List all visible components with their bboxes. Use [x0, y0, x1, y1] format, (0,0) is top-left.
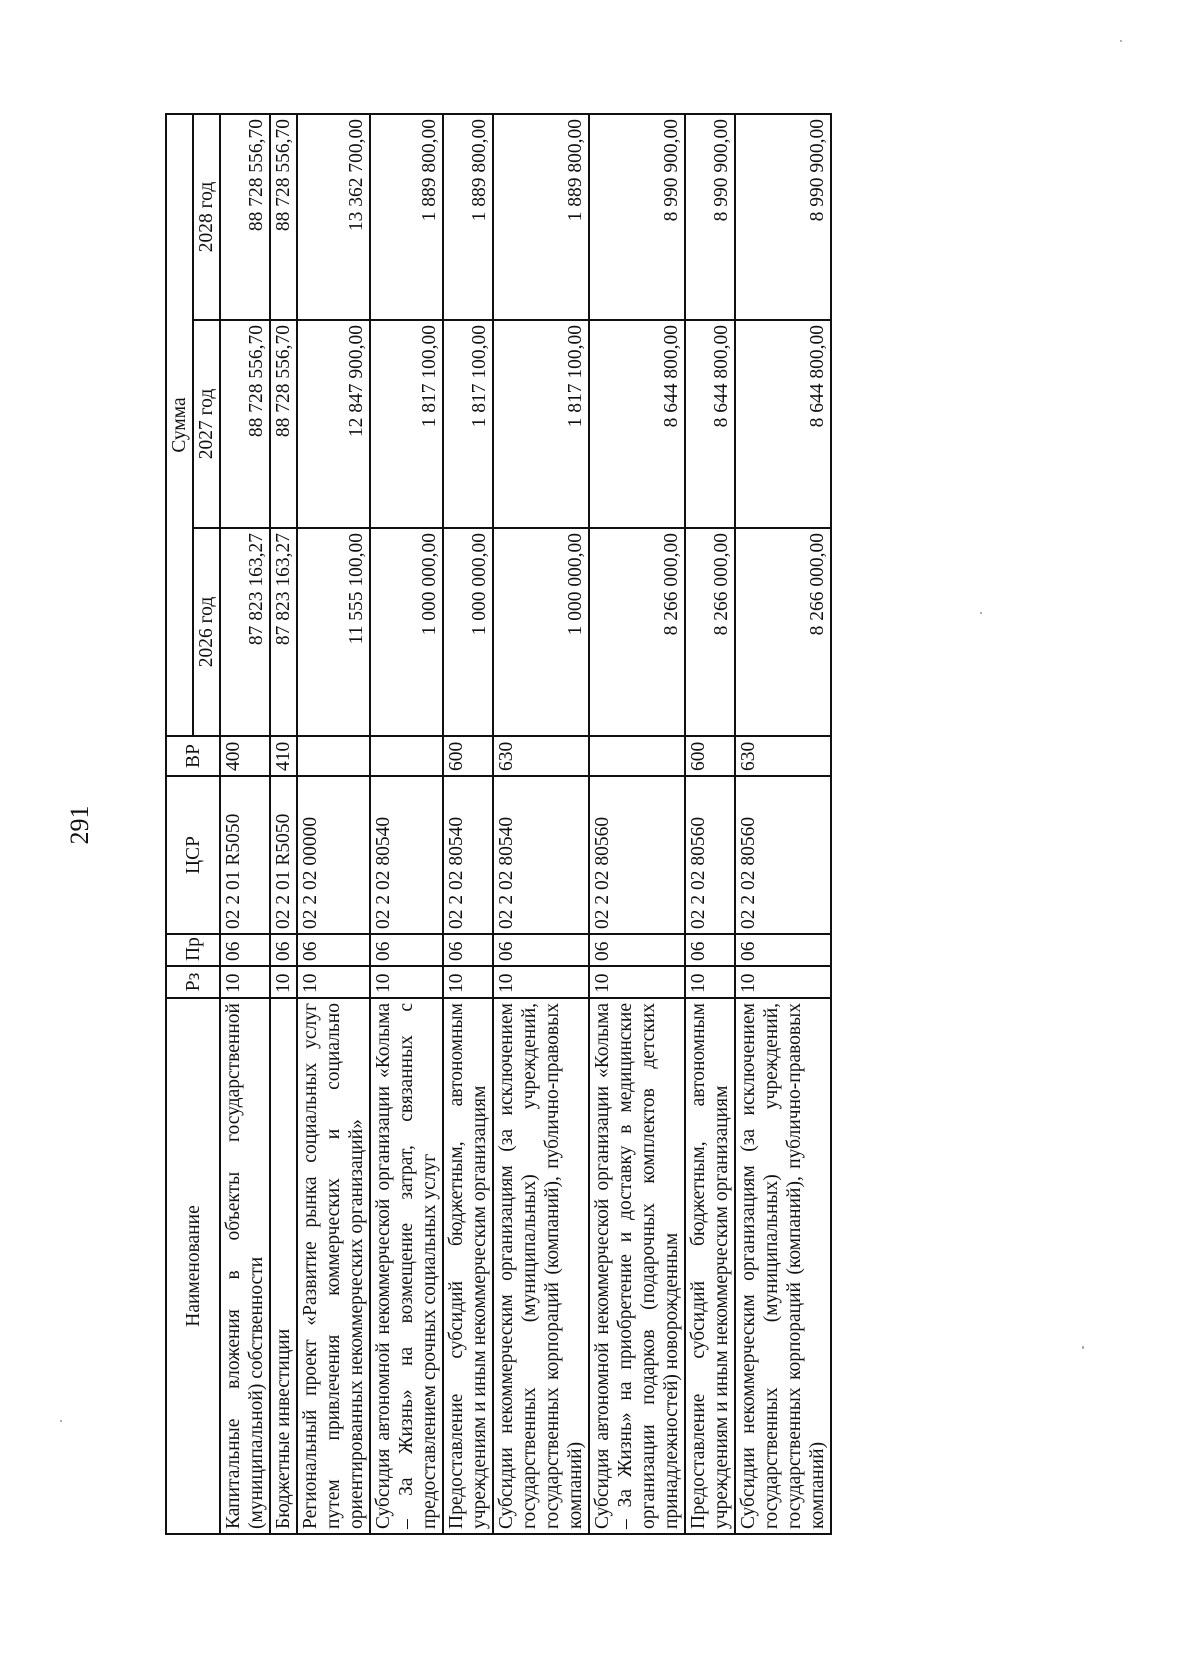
- row-pr: 06: [735, 934, 831, 966]
- row-vr: 410: [270, 736, 297, 776]
- row-csr: 02 2 02 80560: [589, 776, 685, 934]
- row-2027: 88 728 556,70: [270, 320, 297, 528]
- row-2027: 1 817 100,00: [370, 320, 443, 528]
- row-csr: 02 2 02 80540: [370, 776, 443, 934]
- row-csr: 02 2 02 80540: [443, 776, 493, 934]
- row-2026: 8 266 000,00: [735, 528, 831, 736]
- header-2028: 2028 год: [193, 114, 220, 320]
- header-csr: ЦСР: [166, 776, 220, 934]
- row-name: Субсидии некоммерческим организациям (за исключением государственных (муниципальных) учреждений, государственных корпораций (компаний), публично-правовых компаний): [493, 998, 589, 1534]
- row-2026: 1 000 000,00: [443, 528, 493, 736]
- row-2026: 87 823 163,27: [270, 528, 297, 736]
- row-2028: 1 889 800,00: [443, 114, 493, 320]
- row-2028: 8 990 900,00: [685, 114, 735, 320]
- row-pr: 06: [443, 934, 493, 966]
- row-2028: 88 728 556,70: [220, 114, 270, 320]
- scan-speck: [1120, 40, 1122, 42]
- scan-speck: [1082, 1346, 1084, 1349]
- budget-table: [165, 113, 832, 1535]
- row-2026: 1 000 000,00: [493, 528, 589, 736]
- row-name: Предоставление субсидий бюджетным, автономным учреждениям и иным некоммерческим организациям: [443, 998, 493, 1534]
- row-pr: 06: [370, 934, 443, 966]
- table-row: [297, 114, 370, 1534]
- row-name: Бюджетные инвестиции: [270, 998, 297, 1534]
- header-pr: Пр: [166, 934, 220, 966]
- row-pr: 06: [297, 934, 370, 966]
- row-rz: 10: [735, 966, 831, 998]
- row-name: Региональный проект «Развитие рынка социальных услуг путем привлечения коммерческих и социально ориентированных некоммерческих организаций»: [297, 998, 370, 1534]
- row-rz: 10: [685, 966, 735, 998]
- row-name: Субсидия автономной некоммерческой организации «Колыма – За Жизнь» на приобретение и доставку в медицинские организации подарков (подарочных комплектов детских принадлежностей) новорожденным: [589, 998, 685, 1534]
- row-2028: 1 889 800,00: [493, 114, 589, 320]
- header-sum: Сумма: [166, 114, 193, 736]
- row-2027: 1 817 100,00: [443, 320, 493, 528]
- row-pr: 06: [220, 934, 270, 966]
- row-csr: 02 2 01 R5050: [220, 776, 270, 934]
- row-csr: 02 2 02 00000: [297, 776, 370, 934]
- row-2027: 8 644 800,00: [685, 320, 735, 528]
- row-vr: 630: [735, 736, 831, 776]
- row-2026: 8 266 000,00: [685, 528, 735, 736]
- row-csr: 02 2 01 R5050: [270, 776, 297, 934]
- scan-speck: [60, 1420, 62, 1422]
- row-vr: [370, 736, 443, 776]
- row-rz: 10: [370, 966, 443, 998]
- row-2026: 11 555 100,00: [297, 528, 370, 736]
- table-header: [166, 114, 220, 1534]
- row-rz: 10: [443, 966, 493, 998]
- row-vr: 400: [220, 736, 270, 776]
- header-2026: 2026 год: [193, 528, 220, 736]
- row-name: Предоставление субсидий бюджетным, автономным учреждениям и иным некоммерческим организациям: [685, 998, 735, 1534]
- row-vr: 600: [443, 736, 493, 776]
- row-name: Капитальные вложения в объекты государственной (муниципальной) собственности: [220, 998, 270, 1534]
- scan-speck: [980, 612, 982, 614]
- table-row: [589, 114, 685, 1534]
- row-vr: [589, 736, 685, 776]
- table-row: [220, 114, 270, 1534]
- row-rz: 10: [270, 966, 297, 998]
- rotated-page: [65, 115, 935, 1535]
- row-2027: 12 847 900,00: [297, 320, 370, 528]
- row-2026: 87 823 163,27: [220, 528, 270, 736]
- table-row: [270, 114, 297, 1534]
- header-rz: Рз: [166, 966, 220, 998]
- row-2027: 88 728 556,70: [220, 320, 270, 528]
- row-2028: 8 990 900,00: [589, 114, 685, 320]
- row-2027: 1 817 100,00: [493, 320, 589, 528]
- row-csr: 02 2 02 80560: [685, 776, 735, 934]
- row-csr: 02 2 02 80560: [735, 776, 831, 934]
- row-pr: 06: [493, 934, 589, 966]
- row-2028: 1 889 800,00: [370, 114, 443, 320]
- row-2028: 13 362 700,00: [297, 114, 370, 320]
- row-2027: 8 644 800,00: [735, 320, 831, 528]
- row-name: Субсидии некоммерческим организациям (за исключением государственных (муниципальных) учреждений, государственных корпораций (компаний), публично-правовых компаний): [735, 998, 831, 1534]
- row-2026: 1 000 000,00: [370, 528, 443, 736]
- row-vr: [297, 736, 370, 776]
- table-row: [735, 114, 831, 1534]
- row-rz: 10: [493, 966, 589, 998]
- row-name: Субсидия автономной некоммерческой организации «Колыма – За Жизнь» на возмещение затрат, связанных с предоставлением срочных социальных услуг: [370, 998, 443, 1534]
- row-rz: 10: [589, 966, 685, 998]
- row-2026: 8 266 000,00: [589, 528, 685, 736]
- row-rz: 10: [220, 966, 270, 998]
- row-pr: 06: [685, 934, 735, 966]
- row-2028: 8 990 900,00: [735, 114, 831, 320]
- page-number: 291: [65, 805, 94, 845]
- row-2028: 88 728 556,70: [270, 114, 297, 320]
- row-vr: 630: [493, 736, 589, 776]
- row-rz: 10: [297, 966, 370, 998]
- header-vr: ВР: [166, 736, 220, 776]
- table-row: [685, 114, 735, 1534]
- row-pr: 06: [270, 934, 297, 966]
- row-vr: 600: [685, 736, 735, 776]
- header-name: Наименование: [166, 998, 220, 1534]
- row-csr: 02 2 02 80540: [493, 776, 589, 934]
- table-row: [443, 114, 493, 1534]
- table-row: [370, 114, 443, 1534]
- header-2027: 2027 год: [193, 320, 220, 528]
- row-2027: 8 644 800,00: [589, 320, 685, 528]
- table-row: [493, 114, 589, 1534]
- row-pr: 06: [589, 934, 685, 966]
